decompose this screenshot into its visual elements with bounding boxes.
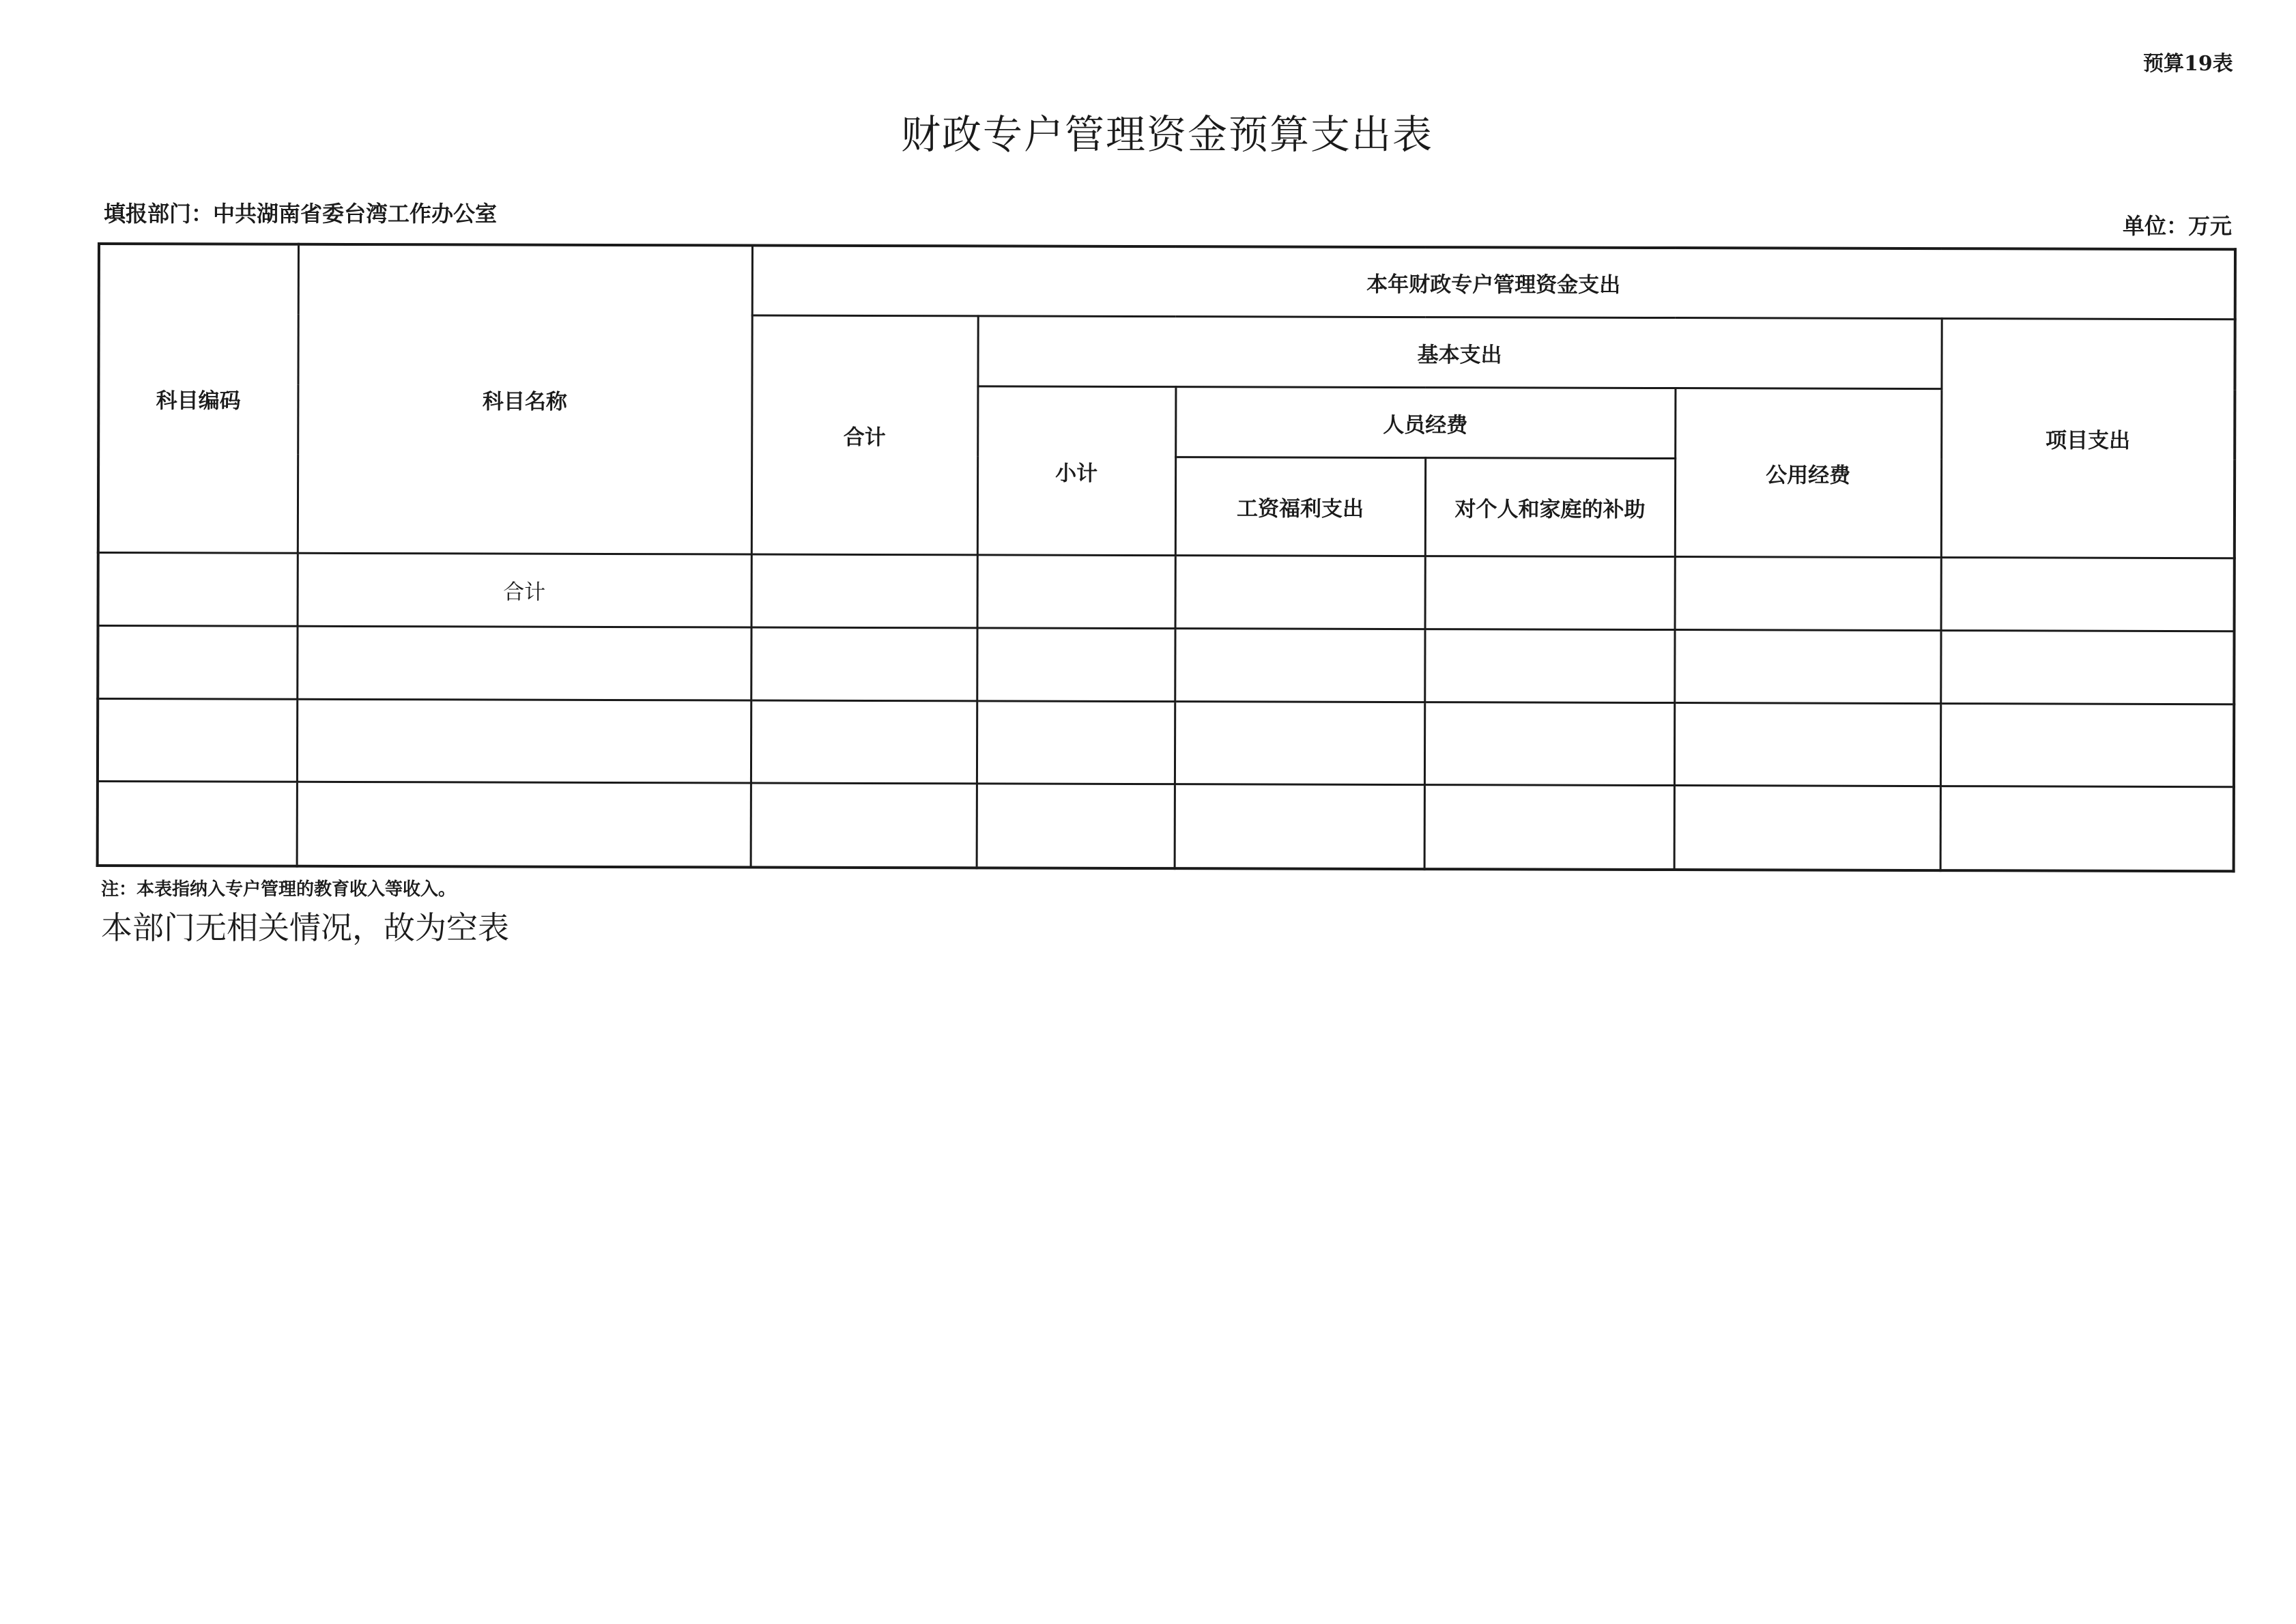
unit-label: 单位：万元 xyxy=(2122,213,2232,239)
header-current-year-group: 本年财政专户管理资金支出 xyxy=(752,246,2235,320)
cell-subsidy xyxy=(1424,785,1674,870)
header-personnel-group: 人员经费 xyxy=(1175,387,1675,459)
table-note: 注：本表指纳入专户管理的教育收入等收入。 xyxy=(101,879,457,900)
header-subject-name: 科目名称 xyxy=(298,244,752,554)
table-row xyxy=(98,552,2235,631)
cell-subtotal xyxy=(977,555,1175,629)
budget-table-container xyxy=(96,242,2234,872)
empty-table-remark: 本部门无相关情况，故为空表 xyxy=(101,909,509,946)
cell-total xyxy=(751,554,977,628)
cell-subsidy xyxy=(1424,629,1674,702)
header-subtotal: 小计 xyxy=(977,386,1176,556)
cell-public xyxy=(1674,702,1940,786)
header-public-expenses: 公用经费 xyxy=(1675,388,1942,558)
cell-wages xyxy=(1175,556,1425,629)
cell-name xyxy=(297,699,751,783)
cell-name: 合计 xyxy=(298,553,751,627)
cell-project xyxy=(1940,703,2234,786)
cell-project xyxy=(1941,557,2235,631)
header-wages-welfare: 工资福利支出 xyxy=(1175,457,1425,556)
cell-code xyxy=(98,698,297,782)
cell-code xyxy=(98,625,297,699)
cell-code xyxy=(98,782,297,866)
filling-department: 填报部门：中共湖南省委台湾工作办公室 xyxy=(104,201,498,227)
cell-wages xyxy=(1175,628,1424,702)
cell-public xyxy=(1674,786,1940,870)
budget-table xyxy=(96,242,2237,872)
cell-project xyxy=(1940,786,2234,872)
table-row xyxy=(98,625,2234,704)
cell-subtotal xyxy=(977,784,1175,868)
cell-subtotal xyxy=(977,628,1175,702)
cell-subsidy xyxy=(1425,556,1675,629)
cell-wages xyxy=(1175,784,1424,869)
cell-subsidy xyxy=(1424,702,1674,785)
cell-total xyxy=(751,627,977,701)
header-individual-family-subsidy: 对个人和家庭的补助 xyxy=(1425,458,1675,557)
header-subject-code: 科目编码 xyxy=(98,244,298,553)
header-basic-group: 基本支出 xyxy=(977,316,1941,389)
cell-total xyxy=(751,700,977,784)
cell-name xyxy=(297,782,751,867)
cell-project xyxy=(1940,630,2234,704)
form-number: 预算19表 xyxy=(2143,52,2233,76)
table-row xyxy=(98,698,2234,787)
cell-code xyxy=(98,552,298,626)
header-total: 合计 xyxy=(751,315,978,554)
cell-name xyxy=(297,626,751,700)
cell-subtotal xyxy=(977,701,1175,784)
cell-public xyxy=(1674,629,1940,703)
cell-total xyxy=(751,783,977,868)
cell-wages xyxy=(1175,701,1424,784)
cell-public xyxy=(1675,556,1941,630)
table-row xyxy=(98,782,2234,872)
page-title: 财政专户管理资金预算支出表 xyxy=(900,111,1433,158)
header-project-expenditure: 项目支出 xyxy=(1941,319,2235,558)
